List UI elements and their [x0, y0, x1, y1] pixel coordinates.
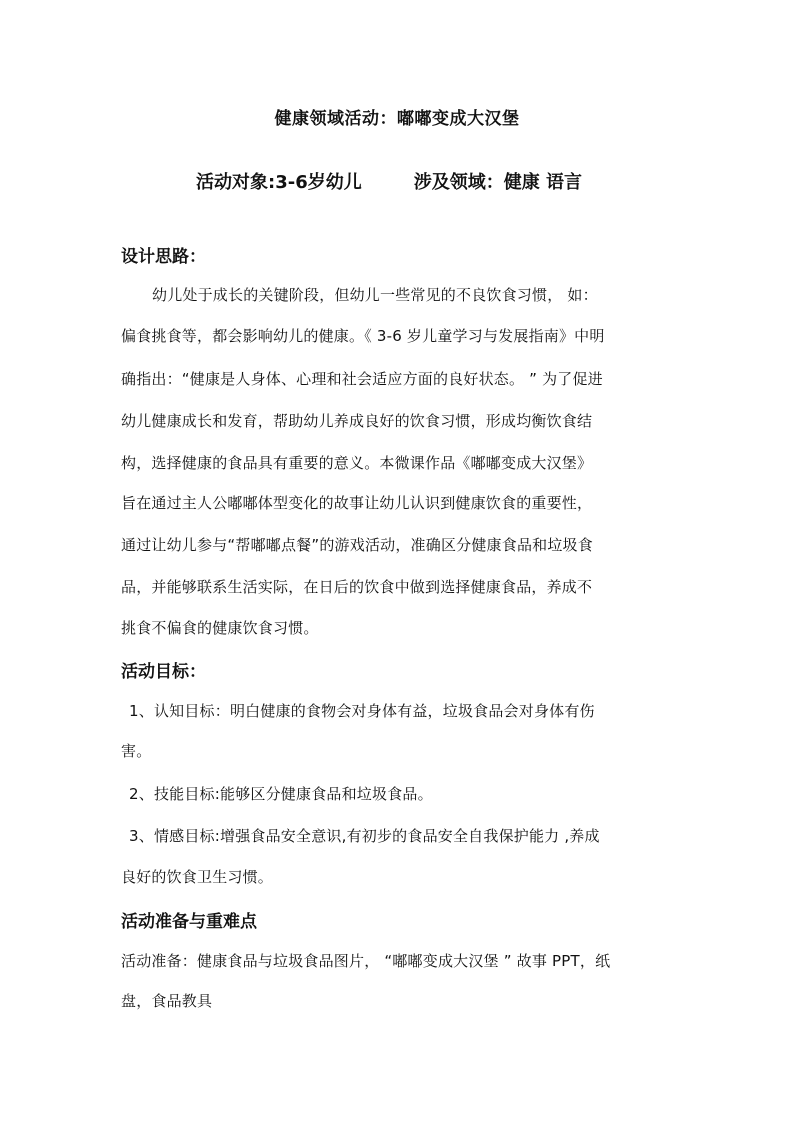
prep-line: 盘，食品教具 — [121, 992, 213, 1010]
design-line: 旨在通过主人公嘟嘟体型变化的故事让幼儿认识到健康饮食的重要性， — [121, 494, 593, 512]
design-line: 确指出：“健康是人身体、心理和社会适应方面的良好状态。 ” 为了促进 — [121, 370, 603, 388]
goal-line: 良好的饮食卫生习惯。 — [121, 868, 274, 886]
goals-heading: 活动目标： — [121, 662, 206, 682]
design-heading: 设计思路： — [121, 247, 206, 267]
activity-domain: 涉及领域：健康 语言 — [413, 172, 582, 193]
goal-line: 1、认知目标：明白健康的食物会对身体有益，垃圾食品会对身体有伤 — [129, 702, 595, 720]
design-line: 通过让幼儿参与“帮嘟嘟点餐”的游戏活动，准确区分健康食品和垃圾食 — [121, 536, 593, 554]
prep-heading: 活动准备与重难点 — [121, 912, 257, 932]
goal-line: 害。 — [121, 742, 152, 760]
design-line: 挑食不偏食的健康饮食习惯。 — [121, 619, 319, 637]
goal-line: 2、技能目标:能够区分健康食品和垃圾食品。 — [129, 785, 433, 803]
prep-line: 活动准备：健康食品与垃圾食品图片， “嘟嘟变成大汉堡 ” 故事 PPT，纸 — [121, 952, 611, 970]
design-line: 偏食挑食等，都会影响幼儿的健康。《 3-6 岁儿童学习与发展指南》中明 — [121, 327, 605, 345]
design-line: 幼儿处于成长的关键阶段，但幼儿一些常见的不良饮食习惯， 如： — [152, 286, 598, 304]
design-line: 幼儿健康成长和发育，帮助幼儿养成良好的饮食习惯，形成均衡饮食结 — [121, 412, 593, 430]
activity-target: 活动对象:3-6岁幼儿 — [196, 172, 362, 193]
design-line: 品，并能够联系生活实际，在日后的饮食中做到选择健康食品，养成不 — [121, 578, 593, 596]
goal-line: 3、情感目标:增强食品安全意识,有初步的食品安全自我保护能力 ,养成 — [129, 827, 600, 845]
document-title: 健康领域活动：嘟嘟变成大汉堡 — [274, 109, 520, 129]
activity-meta — [196, 168, 582, 194]
design-line: 构，选择健康的食品具有重要的意义。本微课作品《嘟嘟变成大汉堡》 — [121, 454, 593, 472]
